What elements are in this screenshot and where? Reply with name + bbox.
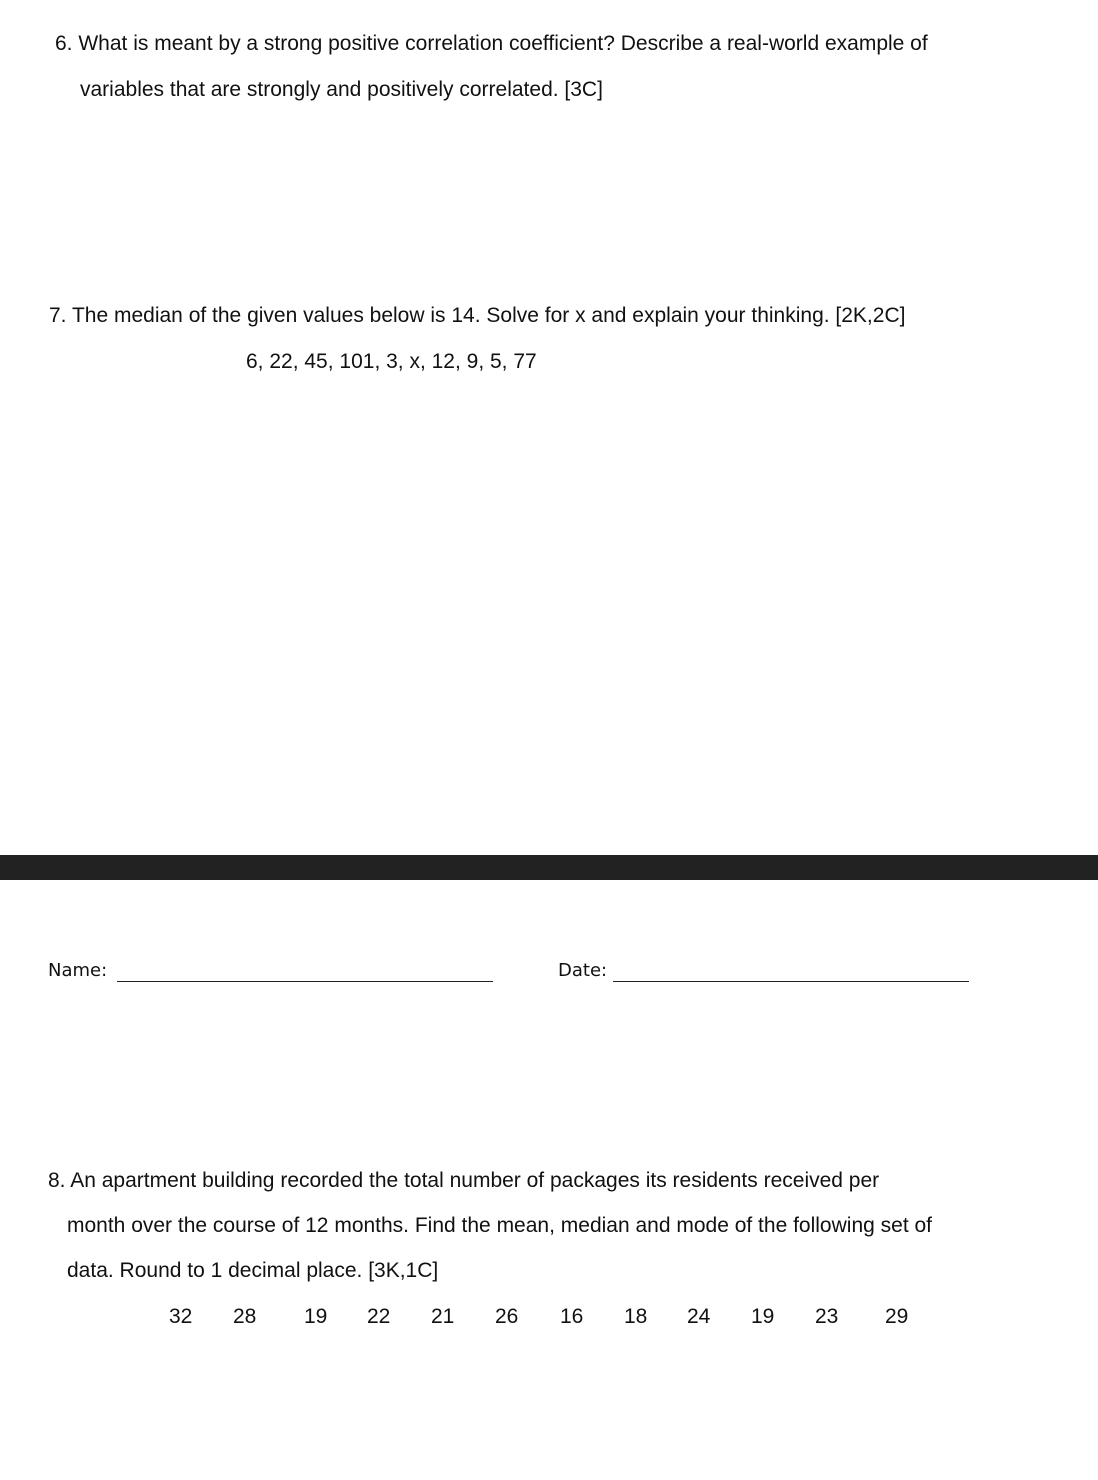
question-6-line-1: 6. What is meant by a strong positive correlation coefficient? Describe a real-world example of	[55, 32, 928, 55]
page-divider	[0, 855, 1098, 880]
data-value: 28	[233, 1305, 257, 1328]
data-value: 24	[687, 1305, 711, 1328]
data-value: 32	[169, 1305, 193, 1328]
name-label: Name:	[48, 960, 108, 981]
question-8-line-1: 8. An apartment building recorded the total number of packages its residents received per	[48, 1169, 880, 1192]
data-value: 19	[751, 1305, 775, 1328]
name-blank-line[interactable]	[117, 981, 493, 982]
question-8-line-3: data. Round to 1 decimal place. [3K,1C]	[67, 1259, 439, 1282]
question-7-line-1: 7. The median of the given values below is 14. Solve for x and explain your thinking. [2K,2C]	[49, 304, 906, 327]
data-value: 22	[367, 1305, 391, 1328]
data-value: 26	[495, 1305, 519, 1328]
data-value: 23	[815, 1305, 839, 1328]
data-value: 21	[431, 1305, 455, 1328]
data-value: 16	[560, 1305, 584, 1328]
data-value: 29	[885, 1305, 909, 1328]
data-value: 18	[624, 1305, 648, 1328]
date-label: Date:	[558, 960, 608, 981]
question-7-values: 6, 22, 45, 101, 3, x, 12, 9, 5, 77	[246, 350, 537, 373]
question-8-data-row	[0, 1304, 1098, 1330]
question-8-line-2: month over the course of 12 months. Find the mean, median and mode of the following set of	[67, 1214, 932, 1237]
question-6-line-2: variables that are strongly and positively correlated. [3C]	[80, 78, 603, 101]
data-value: 19	[304, 1305, 328, 1328]
date-blank-line[interactable]	[613, 981, 969, 982]
